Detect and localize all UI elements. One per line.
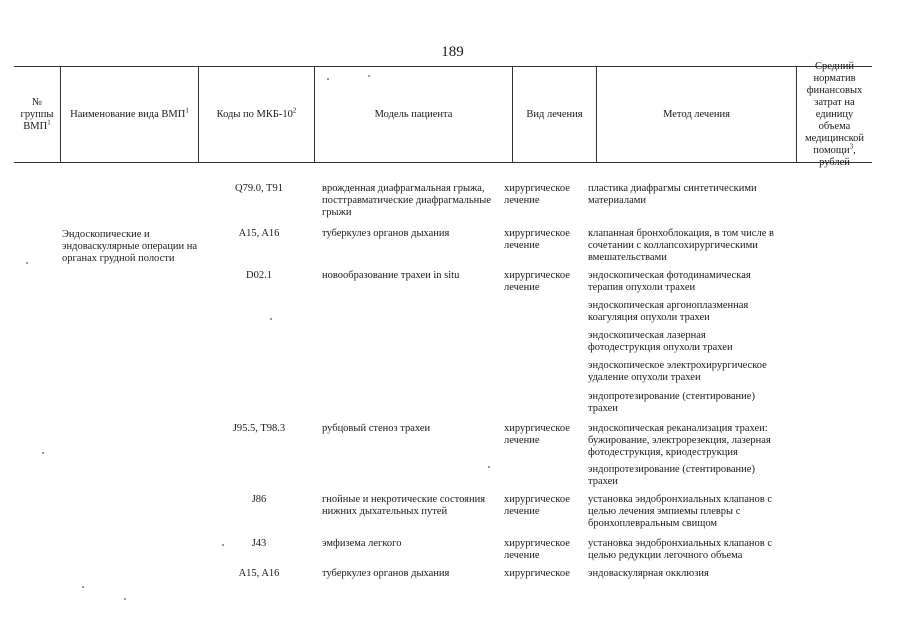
header-icd-codes <box>198 67 314 162</box>
header-cost-text: Средний норматив финансовых затрат на единицу объема медицинской помощи <box>804 60 865 156</box>
scan-speck <box>222 544 224 546</box>
header-vmp-type-text: Наименование вида ВМП <box>70 108 186 120</box>
scan-speck <box>124 598 126 600</box>
row-patient-model: гнойные и некротические состояния нижних дыхательных путей <box>322 494 486 517</box>
header-group-no <box>14 67 60 162</box>
page-number: 189 <box>441 44 464 60</box>
scan-speck <box>82 586 84 588</box>
row-treatment-type: хирургическое лечение <box>504 494 570 517</box>
row-method: клапанная бронхоблокация, в том числе в сочетании с коллапсохирургическими вмешательствами <box>588 228 774 263</box>
header-treatment-type-text: Вид лечения <box>526 108 583 120</box>
row-method: эндоскопическое электрохирургическое удаление опухоли трахеи <box>588 360 767 383</box>
header-patient-model-text: Модель пациента <box>374 108 453 120</box>
row-patient-model: рубцовый стеноз трахеи <box>322 423 431 434</box>
footnote-mark: 3 <box>849 142 854 150</box>
row-method: эндоваскулярная окклюзия <box>588 568 709 579</box>
section-name: Эндоскопические и эндоваскулярные операции на органах грудной полости <box>62 229 198 264</box>
row-treatment-type: хирургическое лечение <box>504 423 570 446</box>
row-method: эндоскопическая аргоноплазменная коагуляция опухоли трахеи <box>588 300 749 323</box>
row-patient-model: новообразование трахеи in situ <box>322 270 460 281</box>
row-code: Q79.0, T91 <box>235 183 283 194</box>
header-cost <box>796 60 872 168</box>
header-cost-unit: , рублей <box>819 144 856 168</box>
row-method: эндоскопическая лазерная фотодеструкция опухоли трахеи <box>588 330 733 353</box>
row-treatment-type: хирургическое лечение <box>504 228 570 251</box>
header-treatment-method <box>596 67 796 162</box>
scan-speck <box>26 262 28 264</box>
footnote-mark: 1 <box>185 106 189 114</box>
scan-speck <box>488 466 490 468</box>
row-method: установка эндобронхиальных клапанов с целью лечения эмпиемы плевры с бронхоплевральным свищом <box>588 494 772 529</box>
row-treatment-type: хирургическое <box>504 568 570 579</box>
row-method: эндопротезирование (стентирование) трахеи <box>588 464 755 487</box>
header-patient-model <box>314 67 512 162</box>
footnote-mark: 2 <box>292 106 297 114</box>
header-treatment-type <box>512 67 596 162</box>
footnote-mark: 1 <box>47 118 51 126</box>
row-method: установка эндобронхиальных клапанов с целью редукции легочного объема <box>588 538 772 561</box>
row-method: эндоскопическая фотодинамическая терапия опухоли трахеи <box>588 270 751 293</box>
row-patient-model: врожденная диафрагмальная грыжа, посттравматические диафрагмальные грыжи <box>322 183 492 218</box>
scan-speck <box>42 452 44 454</box>
header-treatment-method-text: Метод лечения <box>663 108 730 120</box>
row-treatment-type: хирургическое лечение <box>504 270 570 293</box>
header-vmp-type <box>60 67 198 162</box>
header-group-no-text: № группы ВМП <box>20 96 54 132</box>
row-method: эндопротезирование (стентирование) трахеи <box>588 391 755 414</box>
row-treatment-type: хирургическое лечение <box>504 538 570 561</box>
row-code: A15, A16 <box>238 228 280 239</box>
row-method: эндоскопическая реканализация трахеи: бужирование, электрорезекция, лазерная фотодеструкция, криодеструкция <box>588 423 771 458</box>
scan-speck <box>327 78 329 80</box>
row-code: J43 <box>251 538 267 549</box>
row-code: J95.5, T98.3 <box>232 423 286 434</box>
row-method: пластика диафрагмы синтетическими материалами <box>588 183 757 206</box>
header-icd-codes-text: Коды по МКБ-10 <box>216 108 293 120</box>
scan-speck <box>270 318 272 320</box>
row-treatment-type: хирургическое лечение <box>504 183 570 206</box>
row-patient-model: туберкулез органов дыхания <box>322 568 450 579</box>
row-code: J86 <box>251 494 267 505</box>
table-header <box>14 60 872 168</box>
scan-speck <box>368 75 370 77</box>
row-code: D02.1 <box>246 270 272 281</box>
row-patient-model: туберкулез органов дыхания <box>322 228 450 239</box>
row-patient-model: эмфизема легкого <box>322 538 402 549</box>
row-code: A15, A16 <box>238 568 280 579</box>
